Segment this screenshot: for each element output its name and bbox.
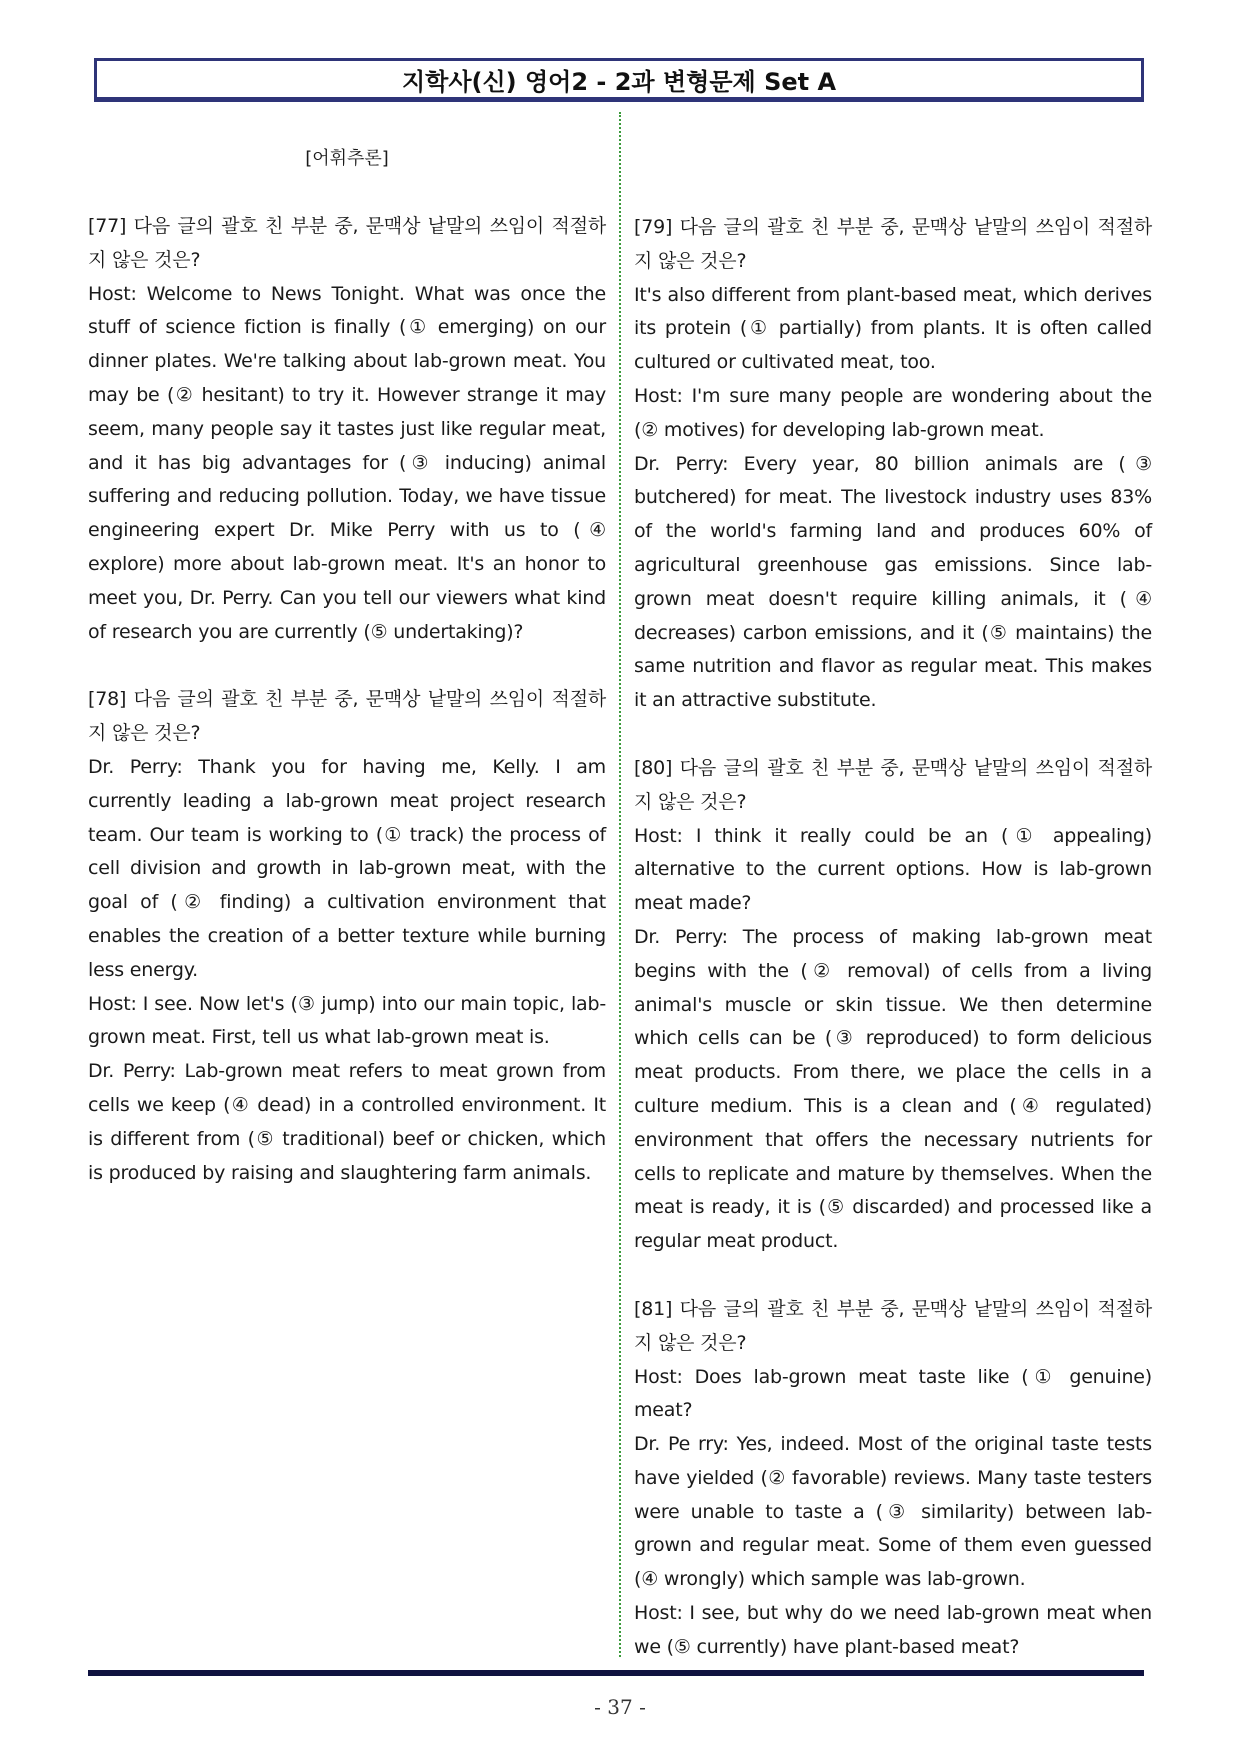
question-heading: [77] 다음 글의 괄호 친 부분 중, 문맥상 낱말의 쓰임이 적절하지 않은 것은?	[88, 215, 606, 271]
passage-paragraph: Dr. Perry: The process of making lab-grown meat begins with the (② removal) of cells from a living animal's muscle or skin tissue. We then determine which cells can be (③ reproduced) to form delicious meat products. From there, we place the cells in a culture medium. This is a clean and (④ regulated) environment that offers the necessary nutrients for cells to replicate and mature by themselves. When the meat is ready, it is (⑤ discarded) and processed like a regular meat product.	[634, 925, 1152, 1253]
left-column	[88, 142, 606, 1224]
question-80	[634, 752, 1152, 1259]
question-heading: [80] 다음 글의 괄호 친 부분 중, 문맥상 낱말의 쓰임이 적절하지 않은 것은?	[634, 756, 1152, 813]
footer-rule	[88, 1670, 1144, 1676]
passage-paragraph: Host: I see, but why do we need lab-grown meat when we (⑤ currently) have plant-based meat?	[634, 1602, 1152, 1658]
question-heading: [81] 다음 글의 괄호 친 부분 중, 문맥상 낱말의 쓰임이 적절하지 않은 것은?	[634, 1297, 1152, 1354]
page-title: 지학사(신) 영어2 - 2과 변형문제 Set A	[94, 58, 1144, 102]
question-heading: [78] 다음 글의 괄호 친 부분 중, 문맥상 낱말의 쓰임이 적절하지 않은 것은?	[88, 688, 606, 745]
question-79	[634, 211, 1152, 718]
question-77	[88, 210, 606, 649]
right-column	[634, 211, 1152, 1699]
passage-paragraph: Host: Does lab-grown meat taste like (① genuine) meat?	[634, 1365, 1152, 1422]
passage-paragraph: Host: I'm sure many people are wondering about the (② motives) for developing lab-grown meat.	[634, 384, 1152, 441]
passage-paragraph: Dr. Perry: Every year, 80 billion animals are (③ butchered) for meat. The livestock industry uses 83% of the world's farming land and produces 60% of agricultural greenhouse gas emissions. Since lab-grown meat doesn't require killing animals, it (④ decreases) carbon emissions, and it (⑤ maintains) the same nutrition and flavor as regular meat. This makes it an attractive substitute.	[634, 452, 1152, 712]
question-78	[88, 683, 606, 1190]
passage-paragraph: It's also different from plant-based meat, which derives its protein (① partially) from plants. It is often called cultured or cultivated meat, too.	[634, 283, 1152, 374]
page-number: - 37 -	[594, 1695, 646, 1719]
passage-paragraph: Host: Welcome to News Tonight. What was once the stuff of science fiction is finally (① emerging) on our dinner plates. We're talking about lab-grown meat. You may be (② hesitant) to try it. However strange it may seem, many people say it tastes just like regular meat, and it has big advantages for (③ inducing) animal suffering and reducing pollution. Today, we have tissue engineering expert Dr. Mike Perry with us to (④ explore) more about lab-grown meat. It's an honor to meet you, Dr. Perry. Can you tell our viewers what kind of research you are currently (⑤ undertaking)?	[88, 282, 606, 643]
passage-paragraph: Dr. Perry: Thank you for having me, Kelly. I am currently leading a lab-grown meat project research team. Our team is working to (① track) the process of cell division and growth in lab-grown meat, with the goal of (② finding) a cultivation environment that enables the creation of a better texture while burning less energy.	[88, 755, 606, 981]
column-divider	[619, 112, 621, 1657]
question-81	[634, 1293, 1152, 1665]
passage-paragraph: Host: I think it really could be an (① appealing) alternative to the current options. How is lab-grown meat made?	[634, 824, 1152, 915]
passage-paragraph: Dr. Pe rry: Yes, indeed. Most of the original taste tests have yielded (② favorable) reviews. Many taste testers were unable to taste a (③ similarity) between lab-grown and regular meat. Some of them even guessed (④ wrongly) which sample was lab-grown.	[634, 1433, 1152, 1591]
passage-paragraph: Dr. Perry: Lab-grown meat refers to meat grown from cells we keep (④ dead) in a controlled environment. It is different from (⑤ traditional) beef or chicken, which is produced by raising and slaughtering farm animals.	[88, 1060, 606, 1184]
passage-paragraph: Host: I see. Now let's (③ jump) into our main topic, lab-grown meat. First, tell us what lab-grown meat is.	[88, 992, 606, 1049]
question-heading: [79] 다음 글의 괄호 친 부분 중, 문맥상 낱말의 쓰임이 적절하지 않은 것은?	[634, 216, 1152, 272]
section-label: [어휘추론]	[305, 148, 389, 169]
